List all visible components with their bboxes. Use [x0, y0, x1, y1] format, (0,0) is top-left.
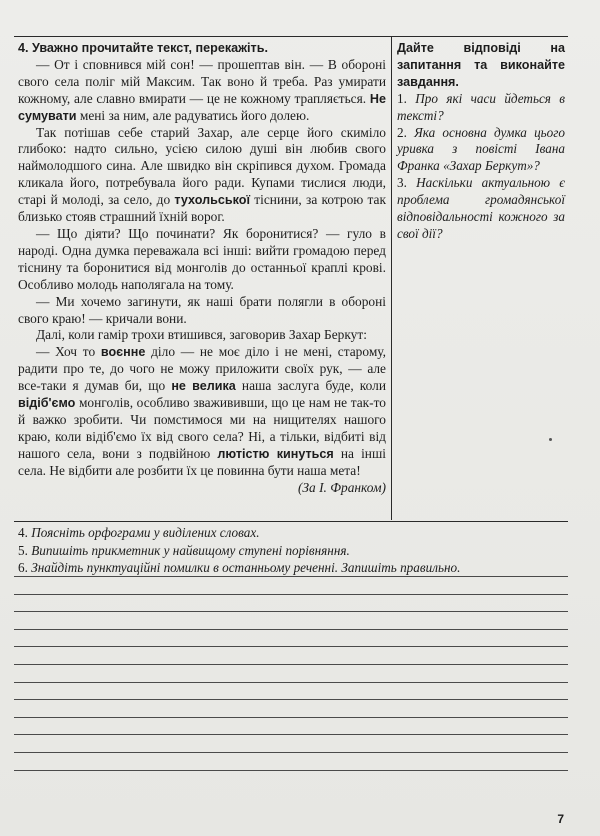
answer-line[interactable] — [14, 646, 568, 647]
highlighted-word: лютістю кинуться — [217, 446, 334, 461]
task-5: 5. Випишіть прикметник у найвищому ступені порівняння. — [18, 542, 350, 558]
questions-heading: Дайте відповіді на запитання та виконайте завдання. — [397, 41, 565, 89]
questions-column — [397, 40, 565, 243]
highlighted-word: не велика — [171, 379, 236, 394]
answer-line[interactable] — [14, 611, 568, 612]
highlighted-word: тухольської — [174, 193, 250, 208]
answer-line[interactable] — [14, 594, 568, 595]
question-2: 2. Яка основна думка цього уривка з повісті Івана Франка «Захар Беркут»? — [397, 124, 566, 174]
highlighted-word: воєнне — [100, 345, 146, 360]
task-list — [18, 524, 568, 577]
highlighted-word: Не сумувати — [18, 91, 386, 123]
paragraph-4: — Ми хочемо загинути, як наші брати полягли в обороні свого краю! — кричали вони. — [18, 293, 386, 326]
question-1: 1. Про які часи йдеться в тексті? — [397, 90, 566, 123]
task-6: 6. Знайдіть пунктуаційні помилки в останньому реченні. Запишіть правильно. — [18, 560, 461, 575]
page-speck — [549, 438, 552, 441]
answer-line[interactable] — [14, 576, 568, 577]
exercise-heading: 4. Уважно прочитайте текст, перекажіть. — [18, 41, 268, 55]
page-number: 7 — [557, 812, 564, 826]
answer-line[interactable] — [14, 699, 568, 700]
reading-text — [18, 40, 386, 496]
paragraph-1: — От і сповнився мій сон! — прошептав він. — В обороні свого села поліг мій Максим. Так воно й треба. Раз умирати кожному, але славно вмирати — це не кожному трапляється. Не сумувати мені за ним, але радуватись його долею. — [18, 56, 386, 123]
answer-lines — [14, 576, 568, 787]
paragraph-5: Далі, коли гамір трохи втишився, заговорив Захар Беркут: — [36, 327, 367, 343]
source-attribution: (За І. Франком) — [297, 479, 386, 495]
answer-line[interactable] — [14, 682, 568, 683]
paragraph-3: — Що діяти? Що починати? Як боронитися? — гуло в народі. Одна думка переважала всі інші: вийти громадою перед тіснину та боронитися від монголів до останньої краплі крові. Особливо молодь наполягала на тому. — [18, 225, 386, 292]
answer-line[interactable] — [14, 734, 568, 735]
answer-line[interactable] — [14, 664, 568, 665]
answer-line[interactable] — [14, 752, 568, 753]
task-4: 4. Поясніть орфограми у виділених словах. — [18, 525, 260, 540]
highlighted-word: відіб'ємо — [18, 396, 76, 411]
column-divider — [391, 36, 392, 520]
question-3: 3. Наскільки актуальною є проблема громадянської відповідальності кожного за свої дії? — [397, 175, 566, 241]
answer-line[interactable] — [14, 717, 568, 718]
paragraph-6: — Хоч то воєнне діло — не моє діло і не мені, старому, радити про те, до чого не можу приложити своїх рук, — але все-таки я думав би, що не велика наша заслуга буде, коли відіб'ємо монголів, особливо зважививши, що це нам не так-то й важко зробити. Чи помстимося ми на нищителях нашого краю, коли відіб'ємо їх від свого села? Ні, а тільки, відбиті від нашого села, вони з подвійною лютістю кинуться на інші села. Не відбити але розбити їх це повинна бути наша мета! — [18, 344, 386, 478]
answer-line[interactable] — [14, 770, 568, 771]
paragraph-2: Так потішав себе старий Захар, але серце його скиміло глибоко: надто сильно, усією силою душі він любив свого наймолодшого сина. Але швидко він скріпився духом. Громада кликала його, потребувала його ради. Купами тислися люди, старі й молоді, за село, до тухольської тіснини, за котрою так близько стояв страшний їхній ворог. — [18, 124, 387, 225]
answer-line[interactable] — [14, 629, 568, 630]
